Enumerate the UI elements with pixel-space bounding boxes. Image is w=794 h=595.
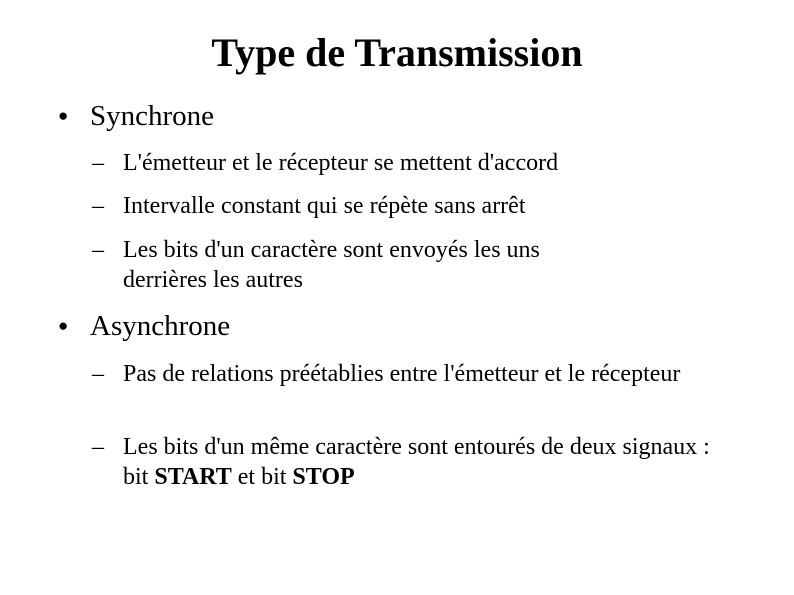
dash-icon: – — [92, 150, 104, 176]
start-keyword: START — [154, 464, 232, 490]
list-item-text-part: Les bits d'un même caractère sont entourés de deux signaux : bit — [123, 434, 710, 490]
dash-icon: – — [92, 193, 104, 219]
dash-icon: – — [92, 361, 104, 387]
bullet-synchrone — [58, 101, 214, 131]
list-item-text: L'émetteur et le récepteur se mettent d'accord — [123, 150, 559, 176]
list-item — [92, 148, 732, 178]
list-item-text: Pas de relations préétablies entre l'émetteur et le récepteur — [123, 361, 681, 387]
list-item-text: Intervalle constant qui se répète sans arrêt — [123, 193, 526, 219]
list-item-text: Les bits d'un caractère sont envoyés les uns derrières les autres — [123, 237, 540, 293]
bullet-dot-icon: ● — [58, 106, 69, 125]
section-heading-asynchrone: Asynchrone — [90, 310, 231, 342]
bullet-asynchrone — [58, 311, 230, 341]
list-item — [92, 191, 732, 221]
list-item — [92, 432, 732, 492]
dash-icon: – — [92, 237, 104, 263]
section-heading-synchrone: Synchrone — [90, 100, 215, 132]
bullet-dot-icon: ● — [58, 316, 69, 335]
list-item — [92, 359, 702, 389]
list-item-text-part: et bit — [231, 464, 293, 490]
list-item-text — [123, 432, 732, 492]
slide-title: Type de Transmission — [211, 30, 583, 75]
dash-icon: – — [92, 434, 104, 460]
list-item — [92, 235, 592, 295]
stop-keyword: STOP — [292, 464, 355, 490]
